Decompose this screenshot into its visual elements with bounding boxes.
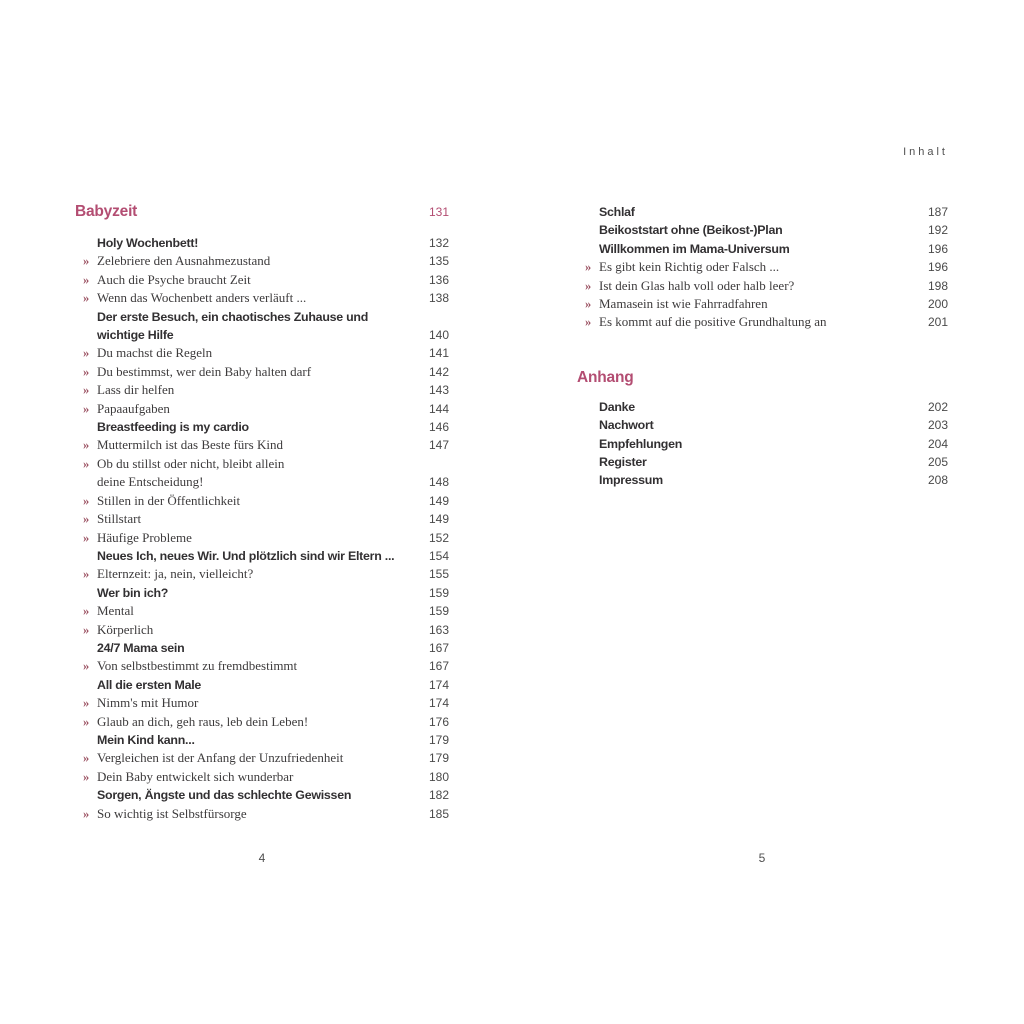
toc-entry-page: 167	[428, 640, 449, 655]
toc-entry-title: Schlaf	[599, 205, 635, 219]
toc-entry	[577, 295, 948, 313]
toc-entry	[577, 277, 948, 295]
toc-entry-page: 174	[428, 696, 449, 711]
toc-entry	[75, 436, 449, 454]
toc-entry	[577, 313, 948, 331]
toc-entry-title: » Ist dein Glas halb voll oder halb leer?	[599, 277, 920, 295]
chevron-icon: »	[83, 401, 90, 416]
toc-left-column	[75, 203, 449, 823]
toc-entry-page: 198	[927, 278, 948, 293]
toc-list-babyzeit	[75, 234, 449, 823]
toc-entry-page: 179	[428, 751, 449, 766]
toc-entry-page: 132	[428, 236, 449, 250]
toc-entry	[75, 731, 449, 749]
chevron-icon: »	[83, 438, 90, 453]
toc-entry	[75, 492, 449, 510]
chevron-icon: »	[83, 659, 90, 674]
toc-entry-title: » Zelebriere den Ausnahmezustand	[97, 252, 421, 270]
toc-entry	[577, 398, 948, 416]
toc-entry-page: 140	[428, 328, 449, 343]
chevron-icon: »	[83, 751, 90, 766]
toc-entry-title: » Lass dir helfen	[97, 381, 421, 399]
toc-entry-page: 196	[927, 260, 948, 275]
toc-entry-title: » Mental	[97, 602, 421, 620]
toc-entry	[577, 221, 948, 239]
toc-entry	[75, 805, 449, 823]
chevron-icon: »	[83, 604, 90, 619]
toc-entry	[75, 547, 449, 565]
toc-entry-title: Impressum	[599, 473, 663, 488]
toc-entry-page: 147	[428, 438, 449, 453]
chevron-icon: »	[585, 278, 592, 293]
toc-entry-title: » Glaub an dich, geh raus, leb dein Leben!	[97, 713, 421, 731]
toc-entry	[577, 453, 948, 471]
toc-entry	[75, 694, 449, 712]
toc-entry-title: Der erste Besuch, ein chaotisches Zuhause und wichtige Hilfe	[97, 309, 369, 343]
section-title: Babyzeit	[75, 203, 138, 220]
chevron-icon: »	[83, 512, 90, 527]
toc-entry-title: » Es kommt auf die positive Grundhaltung an	[599, 313, 920, 331]
toc-entry-title: » Wenn das Wochenbett anders verläuft ...	[97, 289, 421, 307]
toc-entry-title: Willkommen im Mama-Universum	[599, 241, 790, 256]
toc-entry	[75, 713, 449, 731]
toc-list-anhang	[577, 398, 948, 490]
toc-entry-title: » Stillstart	[97, 510, 421, 528]
chevron-icon: »	[83, 291, 90, 306]
toc-entry-title: Holy Wochenbett!	[97, 236, 199, 250]
toc-entry	[75, 252, 449, 270]
toc-entry-title: » Muttermilch ist das Beste fürs Kind	[97, 436, 421, 454]
toc-entry-title: » Mamasein ist wie Fahrradfahren	[599, 295, 920, 313]
toc-entry-title: » Es gibt kein Richtig oder Falsch ...	[599, 258, 920, 276]
chevron-icon: »	[83, 696, 90, 711]
toc-entry-page: 187	[927, 205, 948, 219]
page-number-left: 4	[258, 851, 266, 865]
toc-entry-page: 174	[428, 677, 449, 692]
chevron-icon: »	[83, 567, 90, 582]
section-heading-anhang	[577, 369, 948, 387]
toc-entry-page: 163	[428, 622, 449, 637]
toc-entry-title: Wer bin ich?	[97, 585, 169, 600]
chevron-icon: »	[83, 254, 90, 269]
toc-entry	[75, 529, 449, 547]
toc-entry-title: Neues Ich, neues Wir. Und plötzlich sind wir Eltern ...	[97, 548, 395, 563]
toc-entry-page: 138	[428, 291, 449, 306]
toc-entry-page: 196	[927, 241, 948, 256]
toc-entry-page: 205	[927, 455, 948, 470]
toc-entry	[75, 271, 449, 289]
toc-entry-title: Mein Kind kann...	[97, 732, 195, 747]
toc-entry	[577, 471, 948, 489]
chevron-icon: »	[83, 622, 90, 637]
toc-entry-page: 167	[428, 659, 449, 674]
chevron-icon: »	[585, 297, 592, 312]
toc-entry-page: 203	[927, 418, 948, 433]
toc-entry-page: 144	[428, 401, 449, 416]
chevron-icon: »	[83, 530, 90, 545]
toc-entry	[75, 786, 449, 804]
toc-entry-title: » So wichtig ist Selbstfürsorge	[97, 805, 421, 823]
toc-entry	[75, 234, 449, 252]
toc-entry-page: 159	[428, 604, 449, 619]
section-heading-babyzeit	[75, 203, 449, 221]
toc-entry	[75, 510, 449, 528]
toc-entry-page: 142	[428, 364, 449, 379]
toc-entry-title: » Ob du stillst oder nicht, bleibt allein deine Entscheidung!	[83, 455, 285, 490]
toc-entry-page: 136	[428, 272, 449, 287]
toc-entry-title: All die ersten Male	[97, 677, 202, 692]
toc-entry	[75, 363, 449, 381]
chevron-icon: »	[585, 260, 592, 275]
toc-entry	[577, 240, 948, 258]
toc-entry	[75, 676, 449, 694]
toc-entry	[75, 308, 449, 345]
toc-entry	[75, 344, 449, 362]
toc-entry-page: 179	[428, 732, 449, 747]
toc-entry-page: 201	[927, 315, 948, 330]
toc-list-babyzeit-continued	[577, 203, 948, 332]
toc-entry-title: » Elternzeit: ja, nein, vielleicht?	[97, 565, 421, 583]
toc-entry-page: 200	[927, 297, 948, 312]
toc-entry-page: 202	[927, 399, 948, 414]
toc-entry-title: » Dein Baby entwickelt sich wunderbar	[97, 768, 421, 786]
toc-entry-title: Breastfeeding is my cardio	[97, 420, 249, 435]
toc-entry-title: Danke	[599, 399, 635, 414]
toc-entry-page: 154	[428, 548, 449, 563]
toc-entry	[75, 289, 449, 307]
toc-entry-page: 148	[428, 475, 449, 490]
toc-entry-page: 152	[428, 530, 449, 545]
toc-entry-page: 155	[428, 567, 449, 582]
toc-entry-page: 204	[927, 436, 948, 451]
chevron-icon: »	[83, 714, 90, 729]
toc-entry-page: 182	[428, 788, 449, 803]
toc-entry-page: 135	[428, 254, 449, 269]
toc-entry-title: Sorgen, Ängste und das schlechte Gewissen	[97, 788, 352, 803]
chevron-icon: »	[83, 272, 90, 287]
toc-entry-page: 143	[428, 383, 449, 398]
toc-entry	[577, 435, 948, 453]
toc-entry	[75, 418, 449, 436]
page-number-right: 5	[758, 851, 766, 865]
toc-entry-title: » Nimm's mit Humor	[97, 694, 421, 712]
toc-entry-title: » Stillen in der Öffentlichkeit	[97, 492, 421, 510]
toc-entry-page: 192	[927, 223, 948, 238]
toc-entry-page: 208	[927, 473, 948, 488]
toc-entry-title: Nachwort	[599, 418, 654, 433]
chevron-icon: »	[83, 806, 90, 821]
toc-entry-page: 176	[428, 714, 449, 729]
toc-entry	[75, 455, 449, 492]
toc-entry-page: 185	[428, 806, 449, 821]
chevron-icon: »	[83, 769, 90, 784]
toc-entry-page: 149	[428, 512, 449, 527]
toc-entry	[75, 584, 449, 602]
section-page-number: 131	[428, 205, 449, 219]
toc-entry-title: » Papaaufgaben	[97, 400, 421, 418]
section-title: Anhang	[577, 368, 634, 386]
toc-entry-page: 146	[428, 420, 449, 435]
chevron-icon: »	[83, 364, 90, 379]
toc-entry	[577, 203, 948, 221]
toc-entry-title: Register	[599, 455, 647, 470]
toc-entry-title: » Körperlich	[97, 621, 421, 639]
chevron-icon: »	[83, 383, 90, 398]
chevron-icon: »	[83, 346, 90, 361]
toc-entry-title: » Du machst die Regeln	[97, 344, 421, 362]
toc-entry-page: 159	[428, 585, 449, 600]
toc-entry-page: 180	[428, 769, 449, 784]
toc-entry	[75, 400, 449, 418]
toc-entry	[75, 639, 449, 657]
toc-entry-title: » Häufige Probleme	[97, 529, 421, 547]
toc-entry	[75, 565, 449, 583]
toc-entry-title: » Vergleichen ist der Anfang der Unzufriedenheit	[97, 749, 421, 767]
toc-entry	[577, 416, 948, 434]
toc-entry	[75, 621, 449, 639]
toc-entry-title: 24/7 Mama sein	[97, 640, 185, 655]
toc-entry	[75, 749, 449, 767]
toc-entry	[75, 381, 449, 399]
toc-entry	[75, 602, 449, 620]
toc-right-column	[577, 203, 948, 490]
running-head-inhalt: Inhalt	[903, 146, 948, 158]
toc-entry	[75, 657, 449, 675]
toc-entry	[75, 768, 449, 786]
toc-entry-title: » Du bestimmst, wer dein Baby halten darf	[97, 363, 421, 381]
toc-entry-title: Empfehlungen	[599, 436, 683, 451]
toc-entry-page: 141	[428, 346, 449, 361]
chevron-icon: »	[83, 456, 90, 471]
chevron-icon: »	[585, 315, 592, 330]
toc-entry-page: 149	[428, 493, 449, 508]
toc-entry-title: » Auch die Psyche braucht Zeit	[97, 271, 421, 289]
toc-entry-title: Beikoststart ohne (Beikost-)Plan	[599, 223, 783, 238]
chevron-icon: »	[83, 493, 90, 508]
toc-entry	[577, 258, 948, 276]
toc-entry-title: » Von selbstbestimmt zu fremdbestimmt	[97, 657, 421, 675]
